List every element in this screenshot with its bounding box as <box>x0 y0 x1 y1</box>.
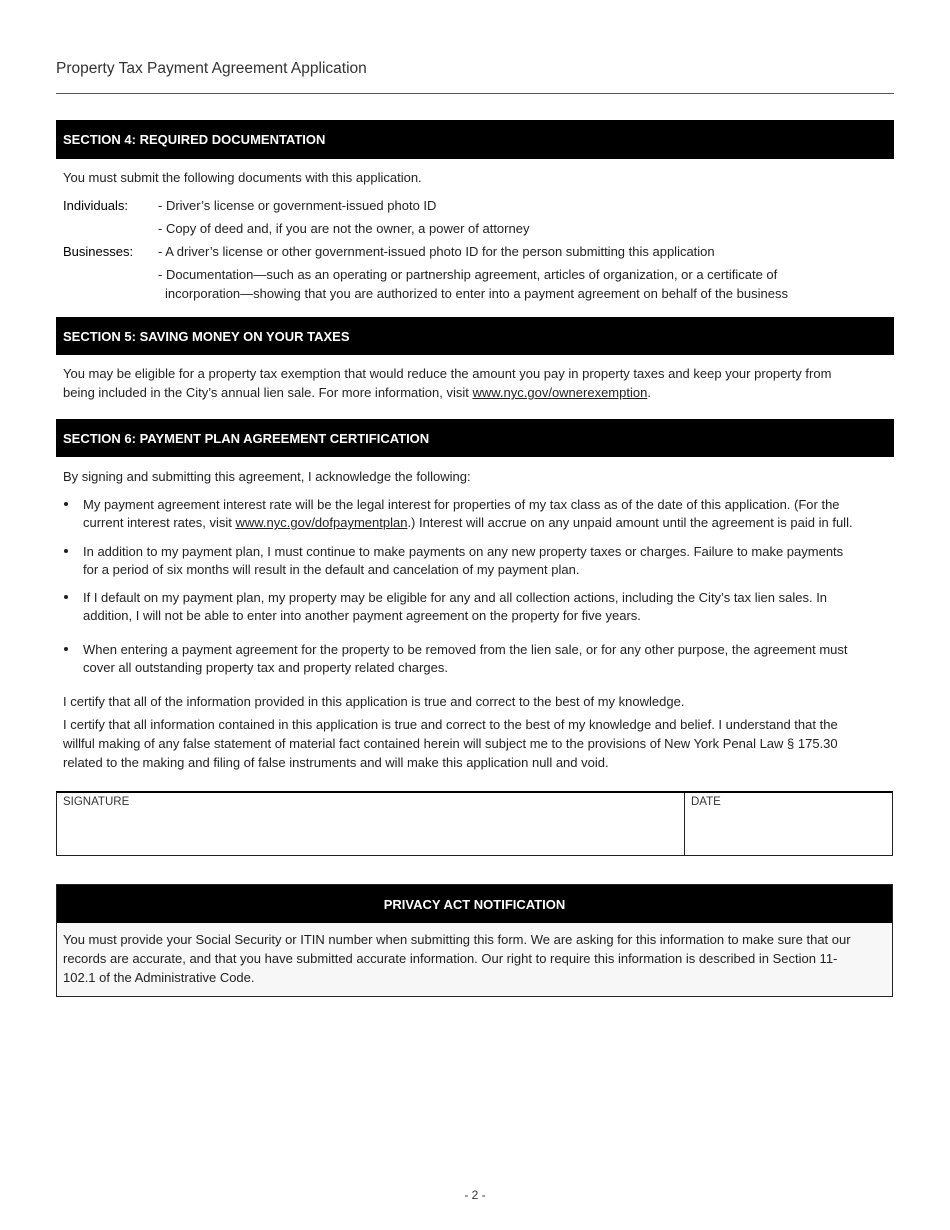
bullet-3-line-1: If I default on my payment plan, my property may be eligible for any and all collection actions, including the City’s tax lien sales. In <box>83 590 828 605</box>
bullet-2-line-1: In addition to my payment plan, I must continue to make payments on any new property taxes or charges. Failure to make payments <box>83 544 844 559</box>
bullet-1-line-2-text: current interest rates, visit <box>83 515 236 530</box>
individuals-item-2: - Copy of deed and, if you are not the owner, a power of attorney <box>158 221 530 236</box>
payment-plan-link[interactable]: www.nyc.gov/dofpaymentplan <box>235 515 408 530</box>
privacy-line-1: You must provide your Social Security or ITIN number when submitting this form. We are asking for this information to make sure that our <box>63 932 851 947</box>
certification-statement-2-line-3: related to the making and filing of false instruments and will make this application null and void. <box>63 755 609 770</box>
privacy-line-2: records are accurate, and that you have submitted accurate information. Our right to require this information is described in Section 11- <box>63 951 838 966</box>
section-4-intro: You must submit the following documents with this application. <box>63 170 422 185</box>
privacy-header: PRIVACY ACT NOTIFICATION <box>57 885 892 923</box>
bullet-4-line-1: When entering a payment agreement for the property to be removed from the lien sale, or for any other purpose, the agreement must <box>83 642 848 657</box>
bullet-2-line-2: for a period of six months will result in the default and cancelation of my payment plan. <box>83 562 580 577</box>
privacy-notification <box>56 884 893 997</box>
businesses-item-2-line-2: incorporation—showing that you are authorized to enter into a payment agreement on behalf of the business <box>165 286 788 301</box>
bullet-icon <box>64 647 68 651</box>
title-divider <box>56 93 894 94</box>
businesses-label: Businesses: <box>63 244 134 259</box>
section-5-line-1: You may be eligible for a property tax exemption that would reduce the amount you pay in property taxes and keep your property from <box>63 366 832 381</box>
businesses-item-1: - A driver’s license or other government-issued photo ID for the person submitting this application <box>158 244 715 259</box>
signature-date-divider <box>684 793 685 855</box>
date-label: DATE <box>691 796 721 808</box>
section-5-line-2-end: . <box>647 385 651 400</box>
signature-label: SIGNATURE <box>63 796 130 808</box>
bullet-3-line-2: addition, I will not be able to enter into another payment agreement on the property for five years. <box>83 608 641 623</box>
certification-statement-2-line-2: willful making of any false statement of material fact contained herein will subject me to the provisions of New York Penal Law § 175.30 <box>63 736 838 751</box>
bullet-1-line-2 <box>83 513 853 532</box>
bullet-icon <box>64 502 68 506</box>
bullet-1-line-2-end: .) Interest will accrue on any unpaid amount until the agreement is paid in full. <box>407 515 853 530</box>
individuals-item-1: - Driver’s license or government-issued photo ID <box>158 198 437 213</box>
section-5-line-2 <box>63 383 651 402</box>
bullet-4-line-2: cover all outstanding property tax and property related charges. <box>83 660 448 675</box>
bullet-1-line-1: My payment agreement interest rate will be the legal interest for properties of my tax class as of the date of this application. (For the <box>83 497 840 512</box>
privacy-body <box>63 930 887 987</box>
bullet-icon <box>64 595 68 599</box>
section-4-header: SECTION 4: REQUIRED DOCUMENTATION <box>56 120 894 159</box>
page-title: Property Tax Payment Agreement Application <box>56 60 367 77</box>
owner-exemption-link[interactable]: www.nyc.gov/ownerexemption <box>472 385 648 400</box>
bullet-icon <box>64 549 68 553</box>
certification-statement-2-line-1: I certify that all information contained in this application is true and correct to the best of my knowledge and belief. I understand that the <box>63 717 838 732</box>
signature-date-box <box>56 791 893 856</box>
privacy-line-3: 102.1 of the Administrative Code. <box>63 970 255 985</box>
section-6-header: SECTION 6: PAYMENT PLAN AGREEMENT CERTIFICATION <box>56 419 894 457</box>
section-6-intro: By signing and submitting this agreement, I acknowledge the following: <box>63 469 471 484</box>
section-5-header: SECTION 5: SAVING MONEY ON YOUR TAXES <box>56 317 894 355</box>
businesses-item-2-line-1: - Documentation—such as an operating or partnership agreement, articles of organization, or a certificate of <box>158 267 778 282</box>
page-number: - 2 - <box>464 1188 486 1202</box>
individuals-label: Individuals: <box>63 198 129 213</box>
certification-statement-1: I certify that all of the information provided in this application is true and correct to the best of my knowledge. <box>63 694 685 709</box>
section-5-line-2-text: being included in the City’s annual lien sale. For more information, visit <box>63 385 473 400</box>
